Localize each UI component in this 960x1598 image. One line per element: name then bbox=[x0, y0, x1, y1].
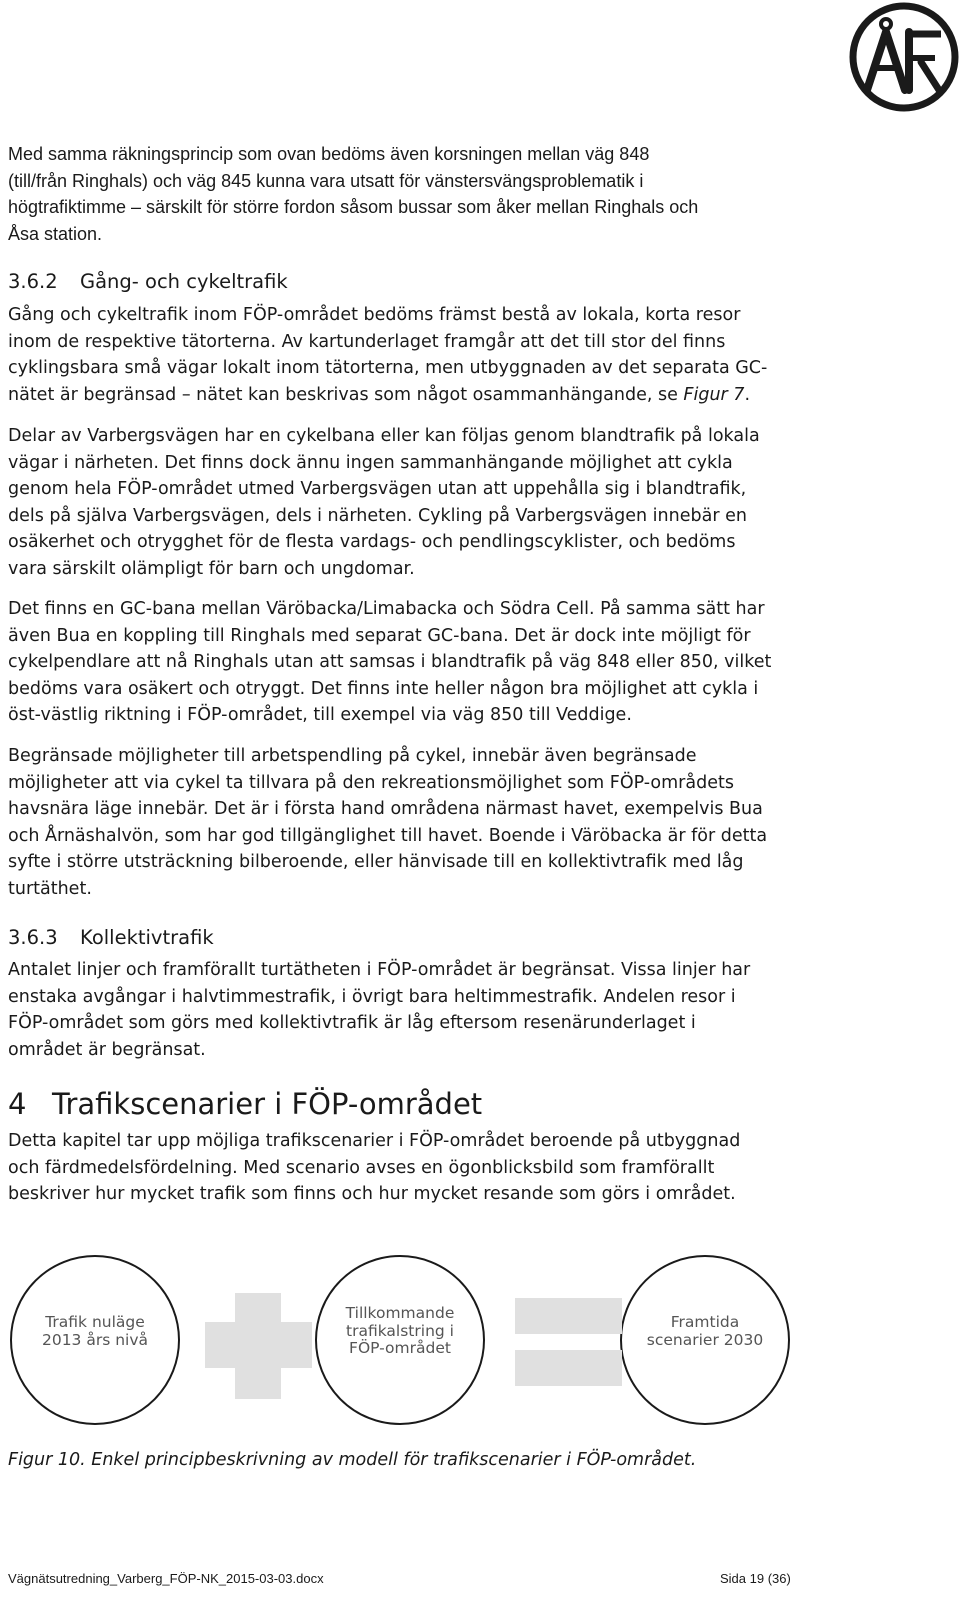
section-number: 3.6.3 bbox=[8, 926, 58, 949]
text-line: cykelpendlare att nå Ringhals utan att samsas i blandtrafik på väg 848 eller 850, vilket bbox=[8, 652, 772, 672]
text-span: nätet är begränsad – nätet kan beskrivas som något osammanhängande, se bbox=[8, 384, 684, 405]
text-line bbox=[8, 382, 808, 409]
text-line: och färdmedelsfördelning. Med scenario avses en ögonblicksbild som framförallt bbox=[8, 1157, 715, 1178]
circle-label-future bbox=[630, 1314, 780, 1349]
equals-icon bbox=[515, 1298, 622, 1386]
text-line: Gång och cykeltrafik inom FÖP-området bedöms främst bestå av lokala, korta resor bbox=[8, 305, 741, 325]
text-line: Med samma räkningsprincip som ovan bedöms även korsningen mellan väg 848 bbox=[8, 144, 650, 164]
text-line: cyklingsbara små vägar lokalt inom tätorterna, men utbyggnaden av det separata GC- bbox=[8, 358, 768, 378]
circle-label-added bbox=[325, 1305, 475, 1358]
section-heading-3-6-2 bbox=[8, 270, 288, 293]
text-line: enstaka avgångar i halvtimmestrafik, i övrigt bara heltimmestrafik. Andelen resor i bbox=[8, 986, 736, 1007]
text-line: högtrafiktimme – särskilt för större fordon såsom bussar som åker mellan Ringhals och bbox=[8, 197, 699, 217]
figure-reference: Figur 7 bbox=[683, 384, 745, 405]
af-logo-icon bbox=[849, 2, 959, 112]
label-line: 2013 års nivå bbox=[41, 1330, 149, 1349]
chapter-heading-4 bbox=[8, 1087, 482, 1121]
scenario-model-diagram bbox=[0, 1255, 960, 1430]
text-span: . bbox=[744, 384, 751, 405]
section-heading-3-6-3 bbox=[8, 926, 214, 949]
footer-page-number: Sida 19 (36) bbox=[720, 1571, 791, 1586]
text-line: osäkerhet och otrygghet för de flesta vardags- och pendlingscyklister, och bedöms bbox=[8, 532, 736, 552]
text-line: Antalet linjer och framförallt turtätheten i FÖP-området är begränsat. Vissa linjer har bbox=[8, 960, 751, 980]
text-line: Åsa station. bbox=[8, 223, 103, 244]
label-line: Trafik nuläge bbox=[45, 1313, 145, 1331]
text-line: Delar av Varbergsvägen har en cykelbana eller kan följas genom blandtrafik på lokala bbox=[8, 426, 760, 446]
plus-icon bbox=[205, 1293, 312, 1399]
text-line: vägar i närheten. Det finns dock ännu ingen sammanhängande möjlighet att cykla bbox=[8, 452, 733, 473]
text-line: FÖP-området som görs med kollektivtrafik är låg eftersom resenärunderlaget i bbox=[8, 1013, 696, 1033]
text-line: Det finns en GC-bana mellan Väröbacka/Limabacka och Södra Cell. På samma sätt har bbox=[8, 599, 765, 619]
text-line: beskriver hur mycket trafik som finns och hur mycket resande som görs i området. bbox=[8, 1184, 736, 1204]
text-line: bedöms vara osäkert och otryggt. Det finns inte heller någon bra möjlighet att cykla i bbox=[8, 678, 759, 699]
text-line: Detta kapitel tar upp möjliga trafikscenarier i FÖP-området beroende på utbyggnad bbox=[8, 1131, 741, 1151]
paragraph bbox=[8, 957, 808, 1063]
text-line: möjligheter att via cykel ta tillvara på den rekreationsmöjlighet som FÖP-områdets bbox=[8, 772, 734, 793]
text-line: dels på själva Varbergsvägen, dels i närheten. Cykling på Varbergsvägen innebär en bbox=[8, 505, 747, 526]
text-line: öst-västlig riktning i FÖP-området, till exempel via väg 850 till Veddige. bbox=[8, 705, 632, 725]
label-line: trafikalstring i bbox=[346, 1321, 454, 1340]
figure-caption: Figur 10. Enkel principbeskrivning av modell för trafikscenarier i FÖP-området. bbox=[8, 1450, 697, 1470]
text-line: syfte i större utsträckning bilberoende, eller hänvisade till en kollektivtrafik med låg bbox=[8, 852, 744, 872]
paragraph bbox=[8, 596, 808, 729]
paragraph bbox=[8, 743, 808, 902]
text-line: området är begränsat. bbox=[8, 1039, 206, 1060]
paragraph bbox=[8, 1128, 808, 1208]
section-title: Gång- och cykeltrafik bbox=[80, 270, 288, 293]
footer-filename: Vägnätsutredning_Varberg_FÖP-NK_2015-03-03.docx bbox=[8, 1571, 324, 1586]
text-line: inom de respektive tätorterna. Av kartunderlaget framgår att det till stor del finns bbox=[8, 331, 726, 352]
text-line: genom hela FÖP-området utmed Varbergsvägen utan att uppehålla sig i blandtrafik, bbox=[8, 479, 747, 499]
paragraph bbox=[8, 423, 808, 582]
section-number: 3.6.2 bbox=[8, 270, 58, 293]
text-line: vara särskilt olämpligt för barn och ungdomar. bbox=[8, 558, 415, 579]
section-title: Kollektivtrafik bbox=[80, 926, 214, 949]
paragraph bbox=[8, 302, 808, 408]
label-line: scenarier 2030 bbox=[646, 1330, 764, 1349]
label-line: Tillkommande bbox=[345, 1304, 455, 1322]
text-line: och Årnäshalvön, som har god tillgänglighet till havet. Boende i Väröbacka är för detta bbox=[8, 825, 768, 846]
label-line: Framtida bbox=[670, 1313, 740, 1331]
intro-paragraph bbox=[8, 141, 808, 247]
label-line: FÖP-området bbox=[349, 1339, 451, 1357]
text-line: havsnära läge innebär. Det är i första hand områdena närmast havet, exempelvis Bua bbox=[8, 799, 763, 819]
chapter-number: 4 bbox=[8, 1087, 27, 1121]
text-line: Begränsade möjligheter till arbetspendling på cykel, innebär även begränsade bbox=[8, 746, 697, 766]
chapter-title: Trafikscenarier i FÖP-området bbox=[52, 1087, 483, 1121]
text-line: (till/från Ringhals) och väg 845 kunna vara utsatt för vänstersvängsproblematik i bbox=[8, 170, 644, 191]
circle-label-current bbox=[20, 1314, 170, 1349]
text-line: även Bua en koppling till Ringhals med separat GC-bana. Det är dock inte möjligt för bbox=[8, 625, 751, 646]
text-line: turtäthet. bbox=[8, 878, 92, 899]
